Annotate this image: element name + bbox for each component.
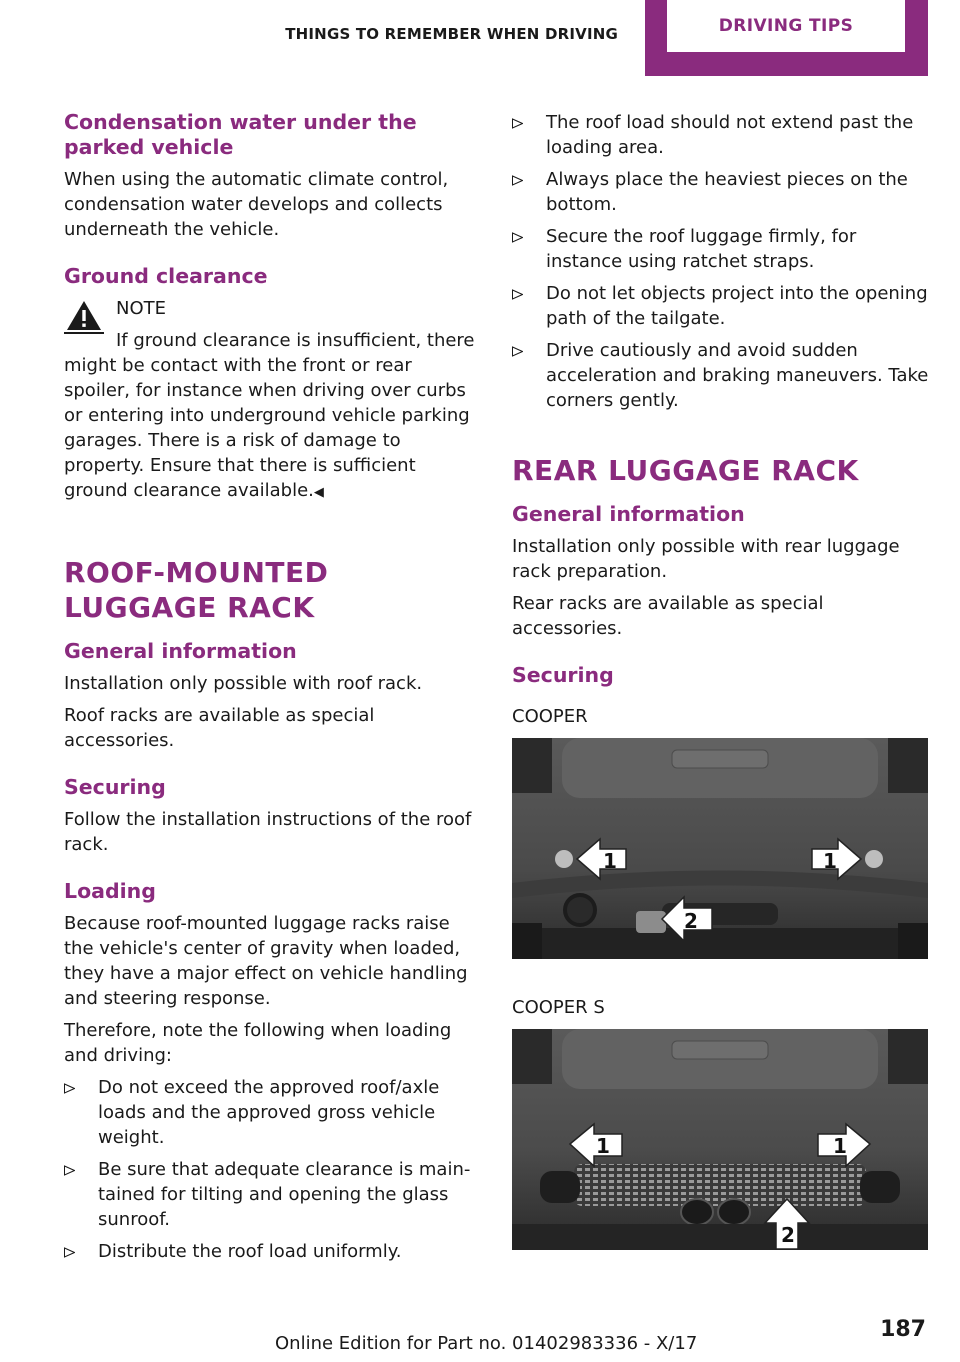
roof-load-bullet-list (512, 110, 930, 413)
roof-securing-text: Follow the installation instructions of the roof rack. (64, 809, 472, 855)
list-item-text: Be sure that adequate clearance is maintained for tilting and opening the glass sunroof. (98, 1159, 471, 1230)
list-item-text: Always place the heaviest pieces on the bottom. (546, 169, 908, 215)
page-number: 187 (880, 1317, 926, 1342)
list-item-text: Distribute the roof load uniformly. (98, 1241, 402, 1262)
rear-general-heading: General information (512, 502, 745, 526)
loading-heading: Loading (64, 879, 156, 903)
rear-general-p1: Installation only possible with rear luggage rack preparation. (512, 536, 900, 582)
ground-clearance-heading: Ground clearance (64, 264, 268, 288)
list-item (512, 224, 930, 274)
figure2-label-2: 2 (781, 1223, 795, 1247)
list-item (64, 1075, 482, 1150)
list-item (512, 110, 930, 160)
roof-general-p2: Roof racks are available as special accessories. (64, 705, 375, 751)
note-label: NOTE (116, 298, 167, 319)
cooper-caption: COOPER (512, 706, 588, 727)
bullet-triangle-icon (512, 346, 523, 357)
figure2-label-1-right: 1 (833, 1134, 847, 1158)
roof-general-heading: General information (64, 639, 297, 663)
list-item-text: The roof load should not extend past the loading area. (546, 112, 914, 158)
note-block (64, 296, 482, 505)
bullet-triangle-icon (64, 1247, 75, 1258)
rear-general-p2: Rear racks are available as special accessories. (512, 593, 824, 639)
bullet-triangle-icon (512, 118, 523, 129)
list-item-text: Do not exceed the approved roof/axle loads and the approved gross vehicle weight. (98, 1077, 440, 1148)
note-first-line: If ground clearance is insufficient, there (116, 330, 475, 351)
figure1-label-1-left: 1 (603, 849, 617, 873)
rear-rack-title: REAR LUGGAGE RACK (512, 454, 859, 487)
loading-p2: Therefore, note the following when loading and driving: (64, 1020, 452, 1066)
list-item-text: Drive cautiously and avoid sudden acceleration and braking maneuvers. Take corners gently. (546, 340, 929, 411)
roof-rack-title: ROOF-MOUNTED LUGGAGE RACK (64, 556, 329, 624)
cooper-rear-photo (512, 738, 928, 959)
bullet-triangle-icon (512, 175, 523, 186)
note-end-mark: ◀ (313, 485, 324, 500)
edition-footer: Online Edition for Part no. 01402983336 - X/17 (275, 1333, 698, 1354)
loading-p1: Because roof-mounted luggage racks raise the vehicle's center of gravity when loaded, they have a major effect on vehicle handling and steering response. (64, 913, 468, 1009)
condensation-text: When using the automatic climate control, condensation water develops and collects underneath the vehicle. (64, 169, 449, 240)
bullet-triangle-icon (64, 1165, 75, 1176)
bullet-triangle-icon (512, 232, 523, 243)
list-item-text: Do not let objects project into the opening path of the tailgate. (546, 283, 928, 329)
rear-securing-heading: Securing (512, 663, 614, 687)
figure2-label-1-left: 1 (596, 1134, 610, 1158)
list-item-text: Secure the roof luggage firmly, for instance using ratchet straps. (546, 226, 857, 272)
chapter-tab (645, 0, 928, 76)
list-item (64, 1239, 482, 1264)
list-item (512, 167, 930, 217)
warning-triangle-icon (64, 298, 104, 334)
note-rest: might be contact with the front or rear spoiler, for instance when driving over curbs or entering into underground vehicle parking garages. There is a risk of damage to property. Ensure that there is sufficient ground clearance available. (64, 355, 470, 501)
chapter-tab-label: DRIVING TIPS (667, 0, 905, 52)
list-item (512, 281, 930, 331)
figure1-label-1-right: 1 (823, 849, 837, 873)
roof-securing-heading: Securing (64, 775, 166, 799)
cooper-s-caption: COOPER S (512, 997, 605, 1018)
bullet-triangle-icon (64, 1083, 75, 1094)
running-header-section: THINGS TO REMEMBER WHEN DRIVING (285, 25, 618, 43)
right-column (512, 110, 930, 1250)
list-item (512, 338, 930, 413)
left-column (64, 110, 482, 1271)
loading-bullet-list (64, 1075, 482, 1264)
figure1-label-2: 2 (684, 909, 698, 933)
list-item (64, 1157, 482, 1232)
note-text (64, 353, 482, 505)
bullet-triangle-icon (512, 289, 523, 300)
condensation-heading: Condensation water under the parked vehicle (64, 110, 417, 159)
cooper-s-rear-photo (512, 1029, 928, 1250)
roof-general-p1: Installation only possible with roof rack. (64, 673, 423, 694)
